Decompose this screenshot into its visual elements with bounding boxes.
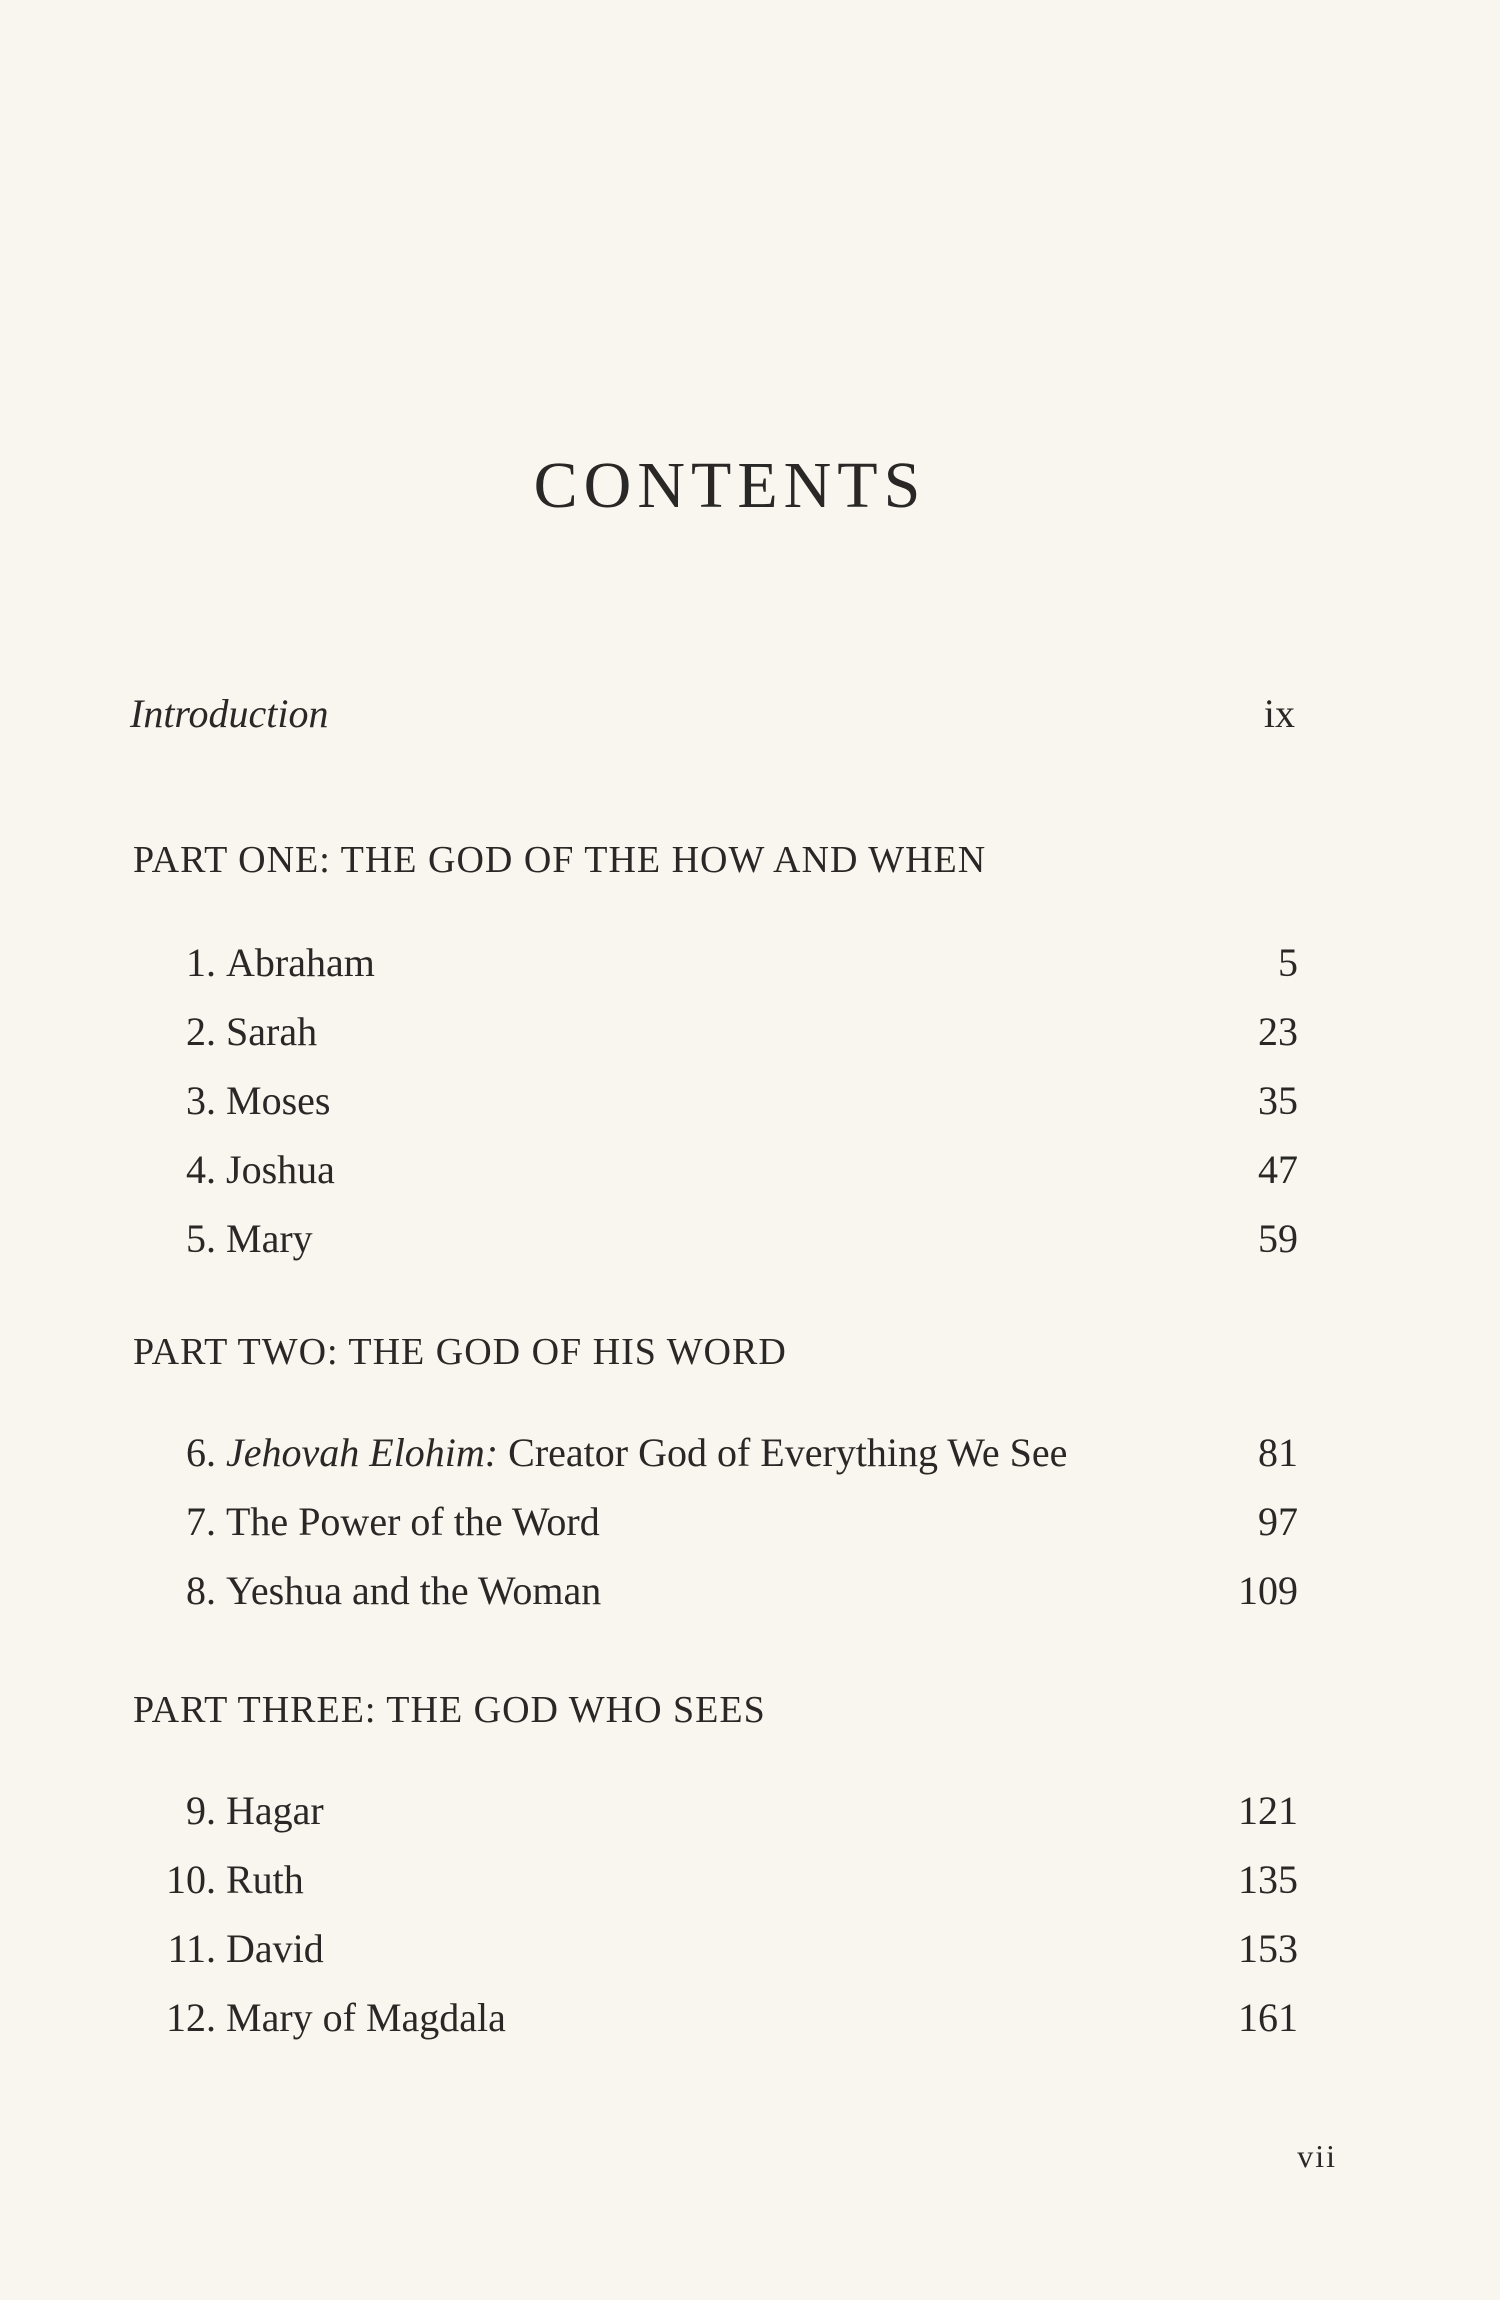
toc-entry	[160, 1556, 1298, 1625]
entry-title-italic: Jehovah Elohim:	[226, 1430, 499, 1475]
entry-number: 8.	[186, 1568, 216, 1613]
toc-entry	[160, 928, 1298, 997]
entry-title: Moses	[226, 1078, 331, 1123]
toc-entry	[160, 1487, 1298, 1556]
entry-page-number: 135	[1238, 1857, 1298, 1902]
part-three-entries	[160, 1776, 1298, 2052]
entry-page-number: 153	[1238, 1926, 1298, 1971]
entry-page-number: 35	[1258, 1078, 1298, 1123]
entry-number: 9.	[186, 1788, 216, 1833]
toc-entry	[160, 997, 1298, 1066]
entry-page-number: 109	[1238, 1568, 1298, 1613]
entry-page-number: 5	[1278, 940, 1298, 985]
entry-page-number: ix	[1263, 691, 1295, 736]
entry-title: The Power of the Word	[226, 1499, 600, 1544]
part-heading: PART ONE: THE GOD OF THE HOW AND WHEN	[133, 839, 987, 881]
part-two-entries	[160, 1418, 1298, 1625]
toc-entry-introduction	[130, 690, 1295, 737]
toc-entry	[160, 1914, 1298, 1983]
toc-entry	[160, 1066, 1298, 1135]
entry-page-number: 59	[1258, 1216, 1298, 1261]
entry-number: 7.	[186, 1499, 216, 1544]
entry-page-number: 47	[1258, 1147, 1298, 1192]
entry-title: Joshua	[226, 1147, 335, 1192]
toc-entry	[160, 1135, 1298, 1204]
toc-entry	[160, 1776, 1298, 1845]
entry-title: Sarah	[226, 1009, 318, 1054]
part-heading: PART TWO: THE GOD OF HIS WORD	[133, 1331, 787, 1373]
entry-number: 10.	[166, 1857, 216, 1902]
entry-number: 3.	[186, 1078, 216, 1123]
entry-title: Mary of Magdala	[226, 1995, 506, 2040]
page-title: CONTENTS	[533, 449, 927, 522]
toc-entry	[160, 1845, 1298, 1914]
part-one-entries	[160, 928, 1298, 1273]
toc-entry	[160, 1983, 1298, 2052]
toc-entry	[160, 1204, 1298, 1273]
entry-page-number: 161	[1238, 1995, 1298, 2040]
entry-number: 2.	[186, 1009, 216, 1054]
entry-title: Abraham	[226, 940, 375, 985]
entry-number: 1.	[186, 940, 216, 985]
entry-title: Mary	[226, 1216, 313, 1261]
entry-title-rest: Creator God of Everything We See	[498, 1430, 1068, 1475]
entry-title	[216, 1430, 1067, 1475]
entry-page-number: 121	[1238, 1788, 1298, 1833]
entry-page-number: 23	[1258, 1009, 1298, 1054]
entry-number: 5.	[186, 1216, 216, 1261]
folio-page-number: vii	[1297, 2138, 1337, 2174]
entry-title: Introduction	[130, 691, 329, 736]
entry-title: Hagar	[226, 1788, 324, 1833]
entry-title: David	[226, 1926, 324, 1971]
entry-title: Yeshua and the Woman	[226, 1568, 602, 1613]
part-heading: PART THREE: THE GOD WHO SEES	[133, 1689, 766, 1731]
entry-number: 11.	[167, 1926, 216, 1971]
entry-page-number: 97	[1258, 1499, 1298, 1544]
entry-title: Ruth	[226, 1857, 304, 1902]
entry-page-number: 81	[1258, 1430, 1298, 1475]
entry-number: 6.	[186, 1430, 216, 1475]
toc-entry	[160, 1418, 1298, 1487]
entry-number: 4.	[186, 1147, 216, 1192]
entry-number: 12.	[166, 1995, 216, 2040]
